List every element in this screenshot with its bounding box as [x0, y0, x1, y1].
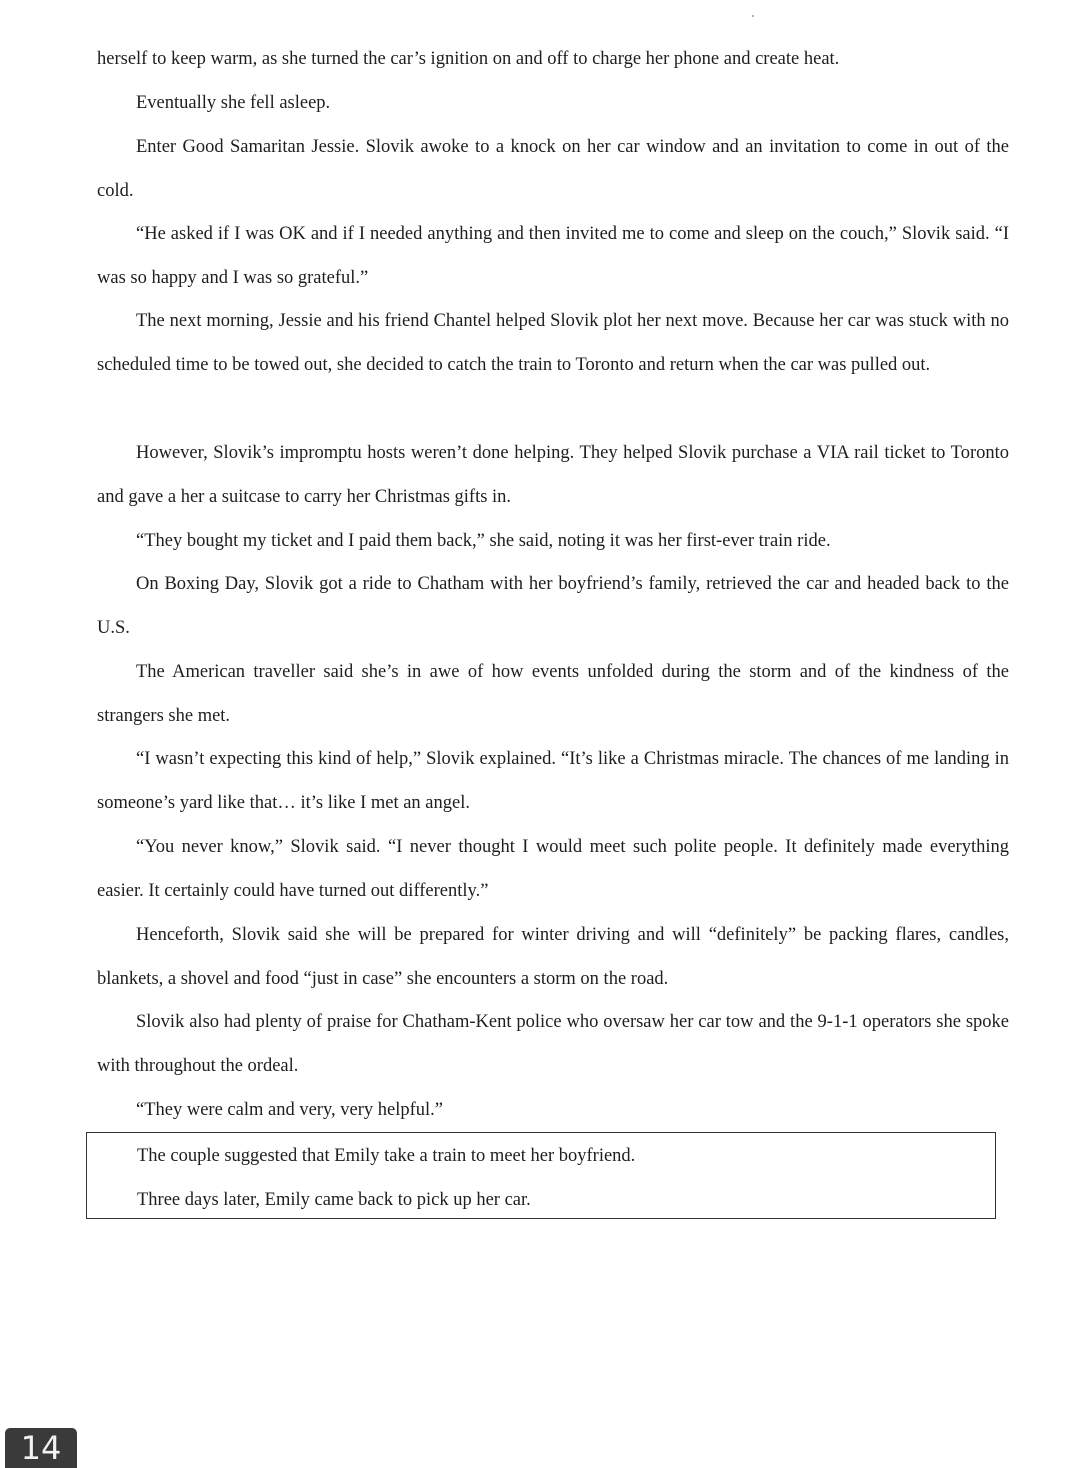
- paragraph-fell-asleep: Eventually she fell asleep.: [136, 93, 331, 113]
- paragraph-via-ticket: However, Slovik’s impromptu hosts weren’t done helping. They helped Slovik purchase a VIA rail ticket to Toronto and gave a her a suitcase to carry her Christmas gifts in.: [97, 443, 1009, 507]
- paragraph-winter-driving: Henceforth, Slovik said she will be prepared for winter driving and will “definitely” be packing flares, candles, blankets, a shovel and food “just in case” she encounters a storm on the road.: [97, 925, 1009, 989]
- paragraph-first-train-ride: “They bought my ticket and I paid them back,” she said, noting it was her first-ever train ride.: [136, 531, 831, 551]
- summary-box: [86, 1132, 996, 1219]
- paragraph-christmas-miracle: “I wasn’t expecting this kind of help,” Slovik explained. “It’s like a Christmas miracle. The chances of me landing in someone’s yard like that… it’s like I met an angel.: [97, 749, 1009, 813]
- paragraph-good-samaritan: Enter Good Samaritan Jessie. Slovik awoke to a knock on her car window and an invitation to come in out of the cold.: [97, 137, 1009, 201]
- speck-mark: [752, 15, 754, 17]
- summary-line-train: The couple suggested that Emily take a train to meet her boyfriend.: [137, 1146, 636, 1166]
- paragraph-police-praise: Slovik also had plenty of praise for Chatham-Kent police who oversaw her car tow and the 9-1-1 operators she spoke with throughout the ordeal.: [97, 1012, 1009, 1076]
- paragraph-couch-quote: “He asked if I was OK and if I needed anything and then invited me to come and sleep on the couch,” Slovik said. “I was so happy and I was so grateful.”: [97, 224, 1009, 288]
- paragraph-boxing-day: On Boxing Day, Slovik got a ride to Chatham with her boyfriend’s family, retrieved the car and headed back to the U.S.: [97, 574, 1009, 638]
- paragraph-next-morning: The next morning, Jessie and his friend Chantel helped Slovik plot her next move. Because her car was stuck with no scheduled time to be towed out, she decided to catch the train to Toronto and return when the car was pulled out.: [97, 311, 1009, 375]
- paragraph-continuation: herself to keep warm, as she turned the car’s ignition on and off to charge her phone and create heat.: [97, 49, 840, 69]
- paragraph-american-traveller: The American traveller said she’s in awe of how events unfolded during the storm and of the kindness of the strangers she met.: [97, 662, 1009, 726]
- paragraph-never-know: “You never know,” Slovik said. “I never thought I would meet such polite people. It definitely made everything easier. It certainly could have turned out differently.”: [97, 837, 1009, 901]
- page-number-badge: 14: [5, 1428, 77, 1468]
- summary-line-pickup: Three days later, Emily came back to pick up her car.: [137, 1190, 531, 1210]
- paragraph-calm-helpful: “They were calm and very, very helpful.”: [136, 1100, 443, 1120]
